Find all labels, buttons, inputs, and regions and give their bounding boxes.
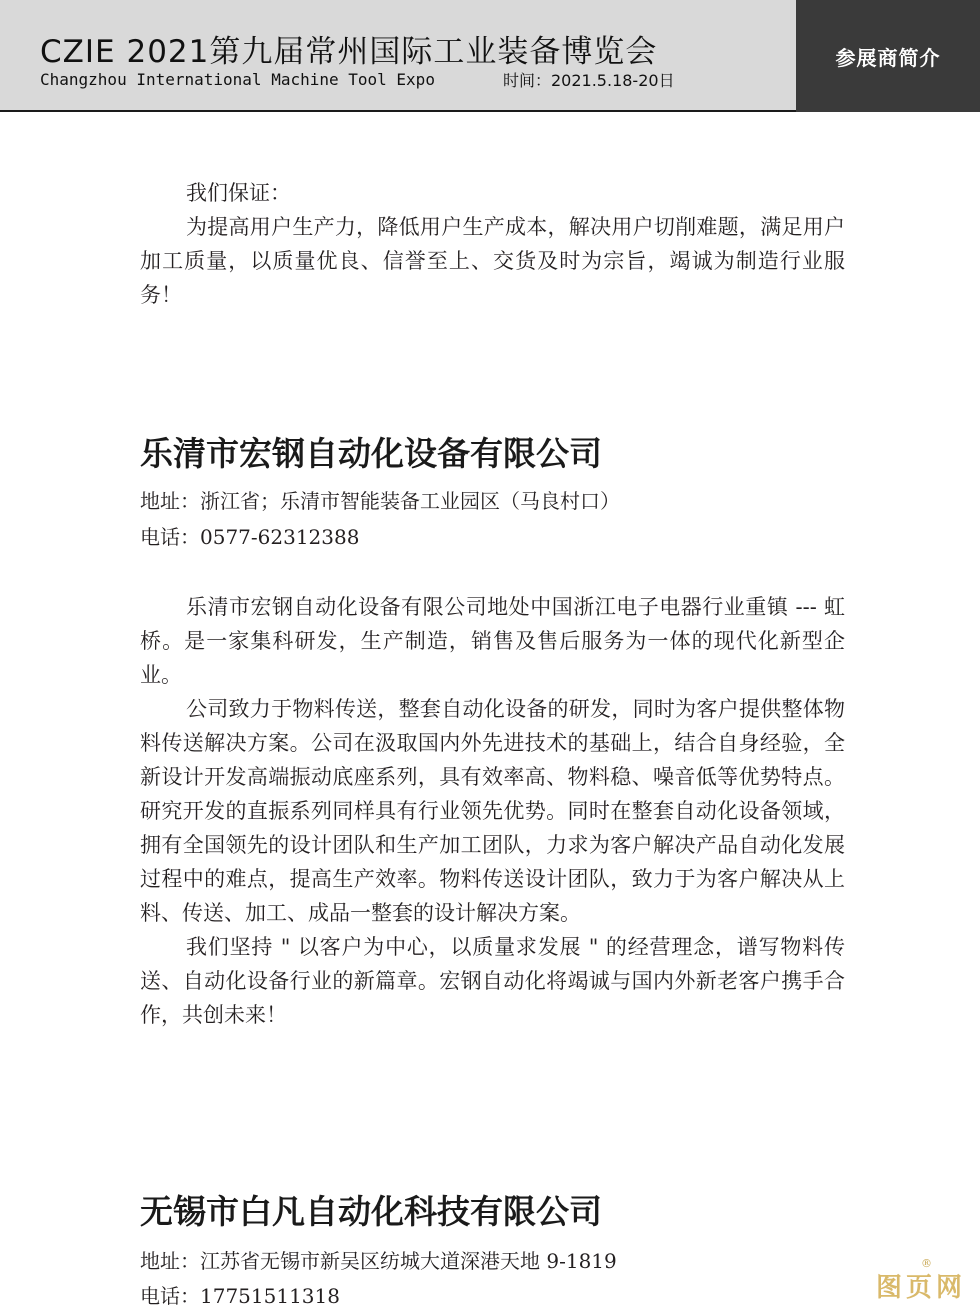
company1-description [140, 590, 845, 1032]
company1-paragraph: 公司致力于物料传送，整套自动化设备的研发，同时为客户提供整体物料传送解决方案。公司在汲取国内外先进技术的基础上，结合自身经验，全新设计开发高端振动底座系列，具有效率高、物料稳、噪音低等优势特点。研究开发的直振系列同样具有行业领先优势。同时在整套自动化设备领域，拥有全国领先的设计团队和生产加工团队，力求为客户解决产品自动化发展过程中的难点，提高生产效率。物料传送设计团队，致力于为客户解决从上料、传送、加工、成品一整套的设计解决方案。 [140, 697, 845, 925]
section-tag: 参展商简介 [796, 0, 980, 112]
company2-address: 地址：江苏省无锡市新吴区纺城大道深港天地 9-1819 [140, 1249, 617, 1273]
guarantee-text: 为提高用户生产力，降低用户生产成本，解决用户切削难题，满足用户加工质量，以质量优良、信誉至上、交货及时为宗旨，竭诚为制造行业服务！ [140, 215, 845, 307]
guarantee-label: 我们保证： [186, 181, 291, 205]
registered-mark: ® [921, 1257, 932, 1270]
page-header [0, 0, 980, 112]
company1-phone: 电话：0577-62312388 [140, 525, 360, 549]
company1-address: 地址：浙江省；乐清市智能装备工业园区（马良村口） [140, 489, 620, 513]
watermark-logo: 图页网 [875, 1273, 966, 1303]
company1-paragraph: 我们坚持 " 以客户为中心，以质量求发展 " 的经营理念，谱写物料传送、自动化设备行业的新篇章。宏钢自动化将竭诚与国内外新老客户携手合作，共创未来！ [140, 935, 845, 1027]
expo-subtitle-en: Changzhou International Machine Tool Expo [40, 70, 435, 89]
company2-phone: 电话：17751511318 [140, 1284, 340, 1308]
company1-paragraph: 乐清市宏钢自动化设备有限公司地处中国浙江电子电器行业重镇 --- 虹桥。是一家集科研发，生产制造，销售及售后服务为一体的现代化新型企业。 [140, 595, 845, 687]
expo-date: 时间：2021.5.18-20日 [503, 71, 675, 90]
expo-title: CZIE 2021第九届常州国际工业装备博览会 [40, 34, 658, 70]
company2-name: 无锡市白凡自动化科技有限公司 [140, 1192, 602, 1231]
company1-name: 乐清市宏钢自动化设备有限公司 [140, 434, 602, 473]
guarantee-block [140, 176, 845, 312]
